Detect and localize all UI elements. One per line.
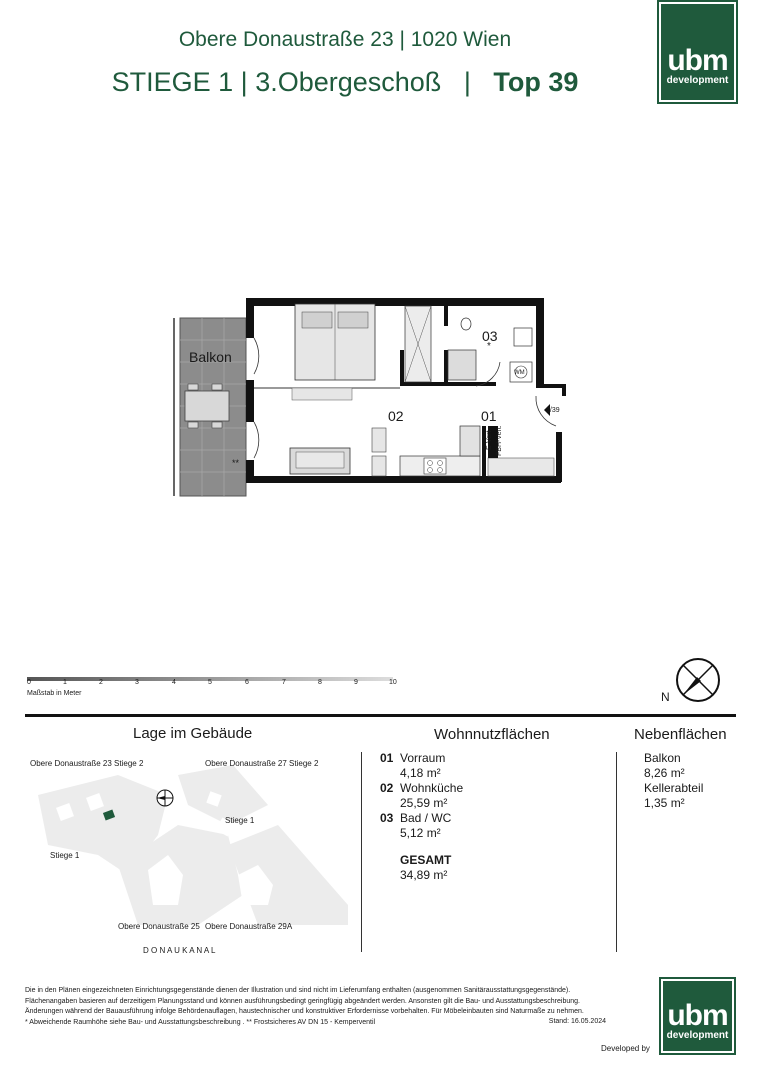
scale-tick: 0 bbox=[27, 679, 31, 686]
unit-label: Top 39 bbox=[493, 67, 579, 97]
scale-tick: 4 bbox=[172, 679, 176, 686]
room-row: 01 Vorraum bbox=[380, 751, 446, 765]
column-divider bbox=[616, 752, 617, 952]
column-divider bbox=[361, 752, 362, 952]
door-ref: 1/39 bbox=[546, 407, 560, 414]
neben-list bbox=[644, 751, 754, 811]
stand-date: Stand: 16.05.2024 bbox=[548, 1018, 606, 1025]
floor-label: 3.Obergeschoß bbox=[255, 67, 442, 97]
balcony-table bbox=[185, 391, 229, 421]
room-row: 02 Wohnküche bbox=[380, 781, 464, 795]
site-label-nr29a: Obere Donaustraße 29A bbox=[205, 922, 293, 931]
shower bbox=[448, 350, 476, 380]
scale-tick: 8 bbox=[318, 679, 322, 686]
room-03-label: 03 bbox=[482, 328, 498, 344]
stair-label: STIEGE 1 bbox=[111, 67, 234, 97]
site-label-canal: D O N A U K A N A L bbox=[143, 946, 216, 955]
toilet bbox=[461, 318, 471, 330]
site-label-stiege2-23: Obere Donaustraße 23 Stiege 2 bbox=[30, 759, 144, 768]
north-arrow-icon bbox=[673, 655, 723, 705]
room-area: 4,18 m² bbox=[400, 766, 441, 780]
room-row: 03 Bad / WC bbox=[380, 811, 452, 825]
ubm-logo-top bbox=[657, 0, 738, 104]
scale-tick: 10 bbox=[389, 679, 397, 686]
scale-tick: 2 bbox=[99, 679, 103, 686]
wohn-list bbox=[380, 751, 600, 883]
disclaimer-line: Flächenangaben basieren auf derzeitigem Planungsstand und können ausführungsbedingt geringfügig abgeändert werden. Ansonsten gilt die Bau- und Ausstattungsbeschreibung. bbox=[25, 997, 580, 1005]
neben-area: 8,26 m² bbox=[644, 766, 685, 780]
neben-heading: Nebenflächen bbox=[634, 726, 727, 743]
logo-sub: development bbox=[666, 1030, 729, 1041]
site-label-stiege2-27: Obere Donaustraße 27 Stiege 2 bbox=[205, 759, 319, 768]
address-line: Obere Donaustraße 23 | 1020 Wien bbox=[178, 28, 512, 51]
floor-plan bbox=[160, 290, 580, 500]
location-heading: Lage im Gebäude bbox=[133, 725, 253, 742]
total-label: GESAMT bbox=[400, 853, 452, 867]
neben-name: Kellerabteil bbox=[644, 781, 704, 795]
scale-label: Maßstab in Meter bbox=[27, 690, 82, 697]
logo-mark: ubm bbox=[667, 999, 728, 1032]
total-value: 34,89 m² bbox=[400, 868, 448, 882]
scale-tick: 9 bbox=[354, 679, 358, 686]
fbh-vert-label: FBH-Vert. bbox=[496, 425, 503, 456]
neben-name: Balkon bbox=[644, 751, 681, 765]
e-vert-label: E-Vert. bbox=[486, 428, 493, 450]
room-03-asterisk: * bbox=[487, 341, 491, 352]
site-label-nr25: Obere Donaustraße 25 bbox=[118, 922, 200, 931]
scale-ticks bbox=[27, 679, 407, 689]
frost-valve-marker: ** bbox=[232, 458, 240, 468]
logo-sub: development bbox=[666, 75, 729, 86]
wm-label: WM bbox=[514, 370, 525, 376]
unit-title: STIEGE 1 | 3.Obergeschoß | Top 39 bbox=[111, 67, 579, 97]
scale-tick: 6 bbox=[245, 679, 249, 686]
disclaimer-line: * Abweichende Raumhöhe siehe Bau- und Ausstattungsbeschreibung . ** Frostsicheres AV DN 15 - Kemperventil bbox=[25, 1018, 376, 1026]
room-02-label: 02 bbox=[388, 408, 404, 424]
neben-area: 1,35 m² bbox=[644, 796, 685, 810]
disclaimer-line: Die in den Plänen eingezeichneten Einrichtungsgegenstände dienen der Illustration und sind nicht im Lieferumfang enthalten (ausgenommen Sanitärausstattungsgegenstände). bbox=[25, 987, 571, 994]
section-divider bbox=[25, 714, 736, 717]
scale-tick: 3 bbox=[135, 679, 139, 686]
disclaimer bbox=[25, 986, 610, 1028]
room-area: 25,59 m² bbox=[400, 796, 448, 810]
scale-tick: 7 bbox=[282, 679, 286, 686]
site-label-stiege1-b: Stiege 1 bbox=[50, 851, 80, 860]
north-label: N bbox=[661, 690, 670, 704]
disclaimer-line: Änderungen während der Bauausführung infolge Behördenauflagen, haustechnischer und konstruktiver Erfordernisse vorbehalten. Für Möbeleinbauten sind Naturmaße zu nehmen. bbox=[25, 1008, 584, 1015]
scale-tick: 1 bbox=[63, 679, 67, 686]
developed-by: Developed by bbox=[601, 1044, 650, 1053]
ubm-logo-bottom bbox=[659, 977, 736, 1055]
site-label-stiege1-a: Stiege 1 bbox=[225, 816, 255, 825]
wohn-heading: Wohnnutzflächen bbox=[434, 726, 550, 743]
balcony-label: Balkon bbox=[189, 349, 232, 365]
room-01-label: 01 bbox=[481, 408, 497, 424]
scale-tick: 5 bbox=[208, 679, 212, 686]
logo-mark: ubm bbox=[667, 44, 728, 77]
room-area: 5,12 m² bbox=[400, 826, 441, 840]
